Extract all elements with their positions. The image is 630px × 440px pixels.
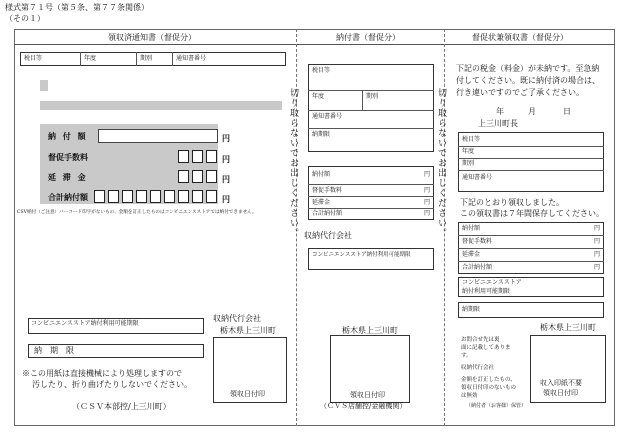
sheet-label: （その１）	[5, 14, 45, 23]
keep-note: （納付者（お客様）保管）	[466, 403, 527, 409]
notice-yen-1: 円	[594, 225, 601, 232]
stamp-label: 領収日付印	[230, 390, 265, 398]
col-period: 期別	[140, 55, 153, 62]
pay-stamp-label: 領収日付印	[350, 391, 385, 399]
pay-yen-3: 円	[424, 199, 431, 206]
due-label: 納 期 限	[34, 346, 74, 355]
machine-note-1: ※この用紙は直接機械により処理しますので	[22, 369, 182, 378]
ocr-strip	[40, 101, 282, 110]
notice-town: 栃木県上三川町	[540, 323, 596, 332]
pay-delay: 延滞金	[312, 199, 331, 206]
notice-title: 督促状兼領収書（督促分）	[472, 33, 568, 42]
date-day: 日	[563, 107, 571, 116]
notice-field-tax: 税目等	[462, 136, 481, 143]
pay-office-label: （ＣＶＳ店舗控/金融機関）	[320, 402, 407, 410]
form-number: 様式第７１号（第５条、第７７条関係）	[5, 3, 149, 12]
pay-total: 合計納付額	[312, 210, 343, 217]
pay-field-no: 通知書番号	[312, 113, 343, 120]
col-year: 年度	[84, 55, 97, 62]
invalid-note-1: 金額を訂正したもの、	[461, 377, 516, 383]
date-month: 月	[528, 107, 536, 116]
payment-fields	[308, 64, 434, 152]
pay-agent: 収納代行会社	[304, 231, 352, 240]
pay-field-period: 期別	[366, 93, 379, 100]
yen-2: 円	[222, 154, 230, 164]
notice-total: 合計納付額	[462, 264, 493, 271]
label-amount: 納 付 額	[48, 131, 88, 141]
contact-note-2: 面に記載してありま	[461, 345, 511, 351]
notice-stamp-2: 領収日付印	[543, 389, 578, 397]
invalid-note-2: 領収日付印のないもの	[461, 385, 517, 391]
pay-field-tax: 税目等	[312, 67, 331, 74]
office-copy-label: （ＣＳＶ本部控/上三川町）	[72, 402, 171, 411]
yen-4: 円	[222, 194, 230, 204]
notice-amount: 納付額	[462, 225, 481, 232]
town-label: 栃木県上三川町	[220, 326, 276, 335]
receipt-line-2: この領収書は７年間保存してください。	[460, 209, 604, 218]
cut-note-1: 切り取らないでお出しください。	[288, 88, 298, 238]
notice-yen-4: 円	[594, 264, 601, 271]
col-notice-no: 通知書番号	[176, 55, 207, 62]
pay-yen-2: 円	[424, 187, 431, 194]
notice-due-label: 納期限	[462, 306, 481, 313]
title-divider	[14, 44, 615, 45]
receipt-header-row	[20, 52, 286, 66]
notice-conv-label-1: コンビニエンスストア	[462, 279, 522, 286]
notice-text-3: 行き違いですのでご了承ください。	[456, 88, 584, 97]
notice-field-no: 通知書番号	[462, 174, 493, 181]
cut-note-2: 切り取らないでお出しください。	[436, 88, 446, 238]
label-total: 合計納付額	[48, 192, 88, 202]
pay-town: 栃木県上三川町	[342, 326, 398, 335]
agent-label: 収納代行会社	[213, 314, 261, 323]
label-delay: 延 滞 金	[48, 172, 88, 182]
notice-yen-2: 円	[594, 238, 601, 245]
label-fee: 督促手数料	[48, 152, 88, 162]
date-year: 年	[496, 107, 504, 116]
pay-fee: 督促手数料	[312, 187, 343, 194]
notice-stamp-1: 収入印紙不要	[540, 379, 582, 387]
receipt-title: 領収済通知書（督促分）	[108, 33, 196, 42]
payment-title: 納付書（督促分）	[336, 33, 400, 42]
receipt-line-1: 下記のとおり領収しました。	[460, 198, 564, 207]
notice-field-year: 年度	[462, 148, 475, 155]
notice-delay: 延滞金	[462, 251, 481, 258]
notice-yen-3: 円	[594, 251, 601, 258]
pay-conv-label: コンビニエンスストア納付利用可能期限	[312, 252, 411, 258]
barcode-note: CSV納付（ご注意）バーコード印字がないもの、金額を訂正したものはコンビニエンスストアでは納付できません。	[17, 210, 257, 215]
notice-text-2: 付してください。既に納付済の場合は、	[456, 76, 600, 85]
pay-field-year: 年度	[312, 93, 325, 100]
yen-1: 円	[222, 133, 230, 143]
amount-field	[98, 129, 218, 143]
notice-conv-label-2: 納付利用可能期限	[462, 288, 511, 295]
pay-field-due: 納期限	[312, 131, 331, 138]
yen-3: 円	[222, 174, 230, 184]
contact-note-1: お問合せ先は裏	[461, 337, 500, 343]
notice-fee: 督促手数料	[462, 238, 493, 245]
machine-note-2: 汚したり、折り曲げたりしないでください。	[32, 380, 192, 389]
pay-amount: 納付額	[312, 171, 331, 178]
notice-text-1: 下記の税金（料金）が未納です。至急納	[456, 64, 600, 73]
notice-field-period: 期別	[462, 160, 475, 167]
agent-note: 収納代行会社	[461, 365, 495, 371]
pay-yen-1: 円	[424, 171, 431, 178]
conv-deadline-label: コンビニエンスストア納付利用可能期限	[31, 320, 139, 327]
pay-yen-4: 円	[424, 210, 431, 217]
contact-note-3: す。	[461, 353, 472, 359]
mayor-label: 上三川町長	[478, 119, 518, 128]
invalid-note-3: は無効	[461, 393, 478, 399]
col-tax: 税目等	[24, 55, 43, 62]
marker-block	[40, 80, 48, 91]
